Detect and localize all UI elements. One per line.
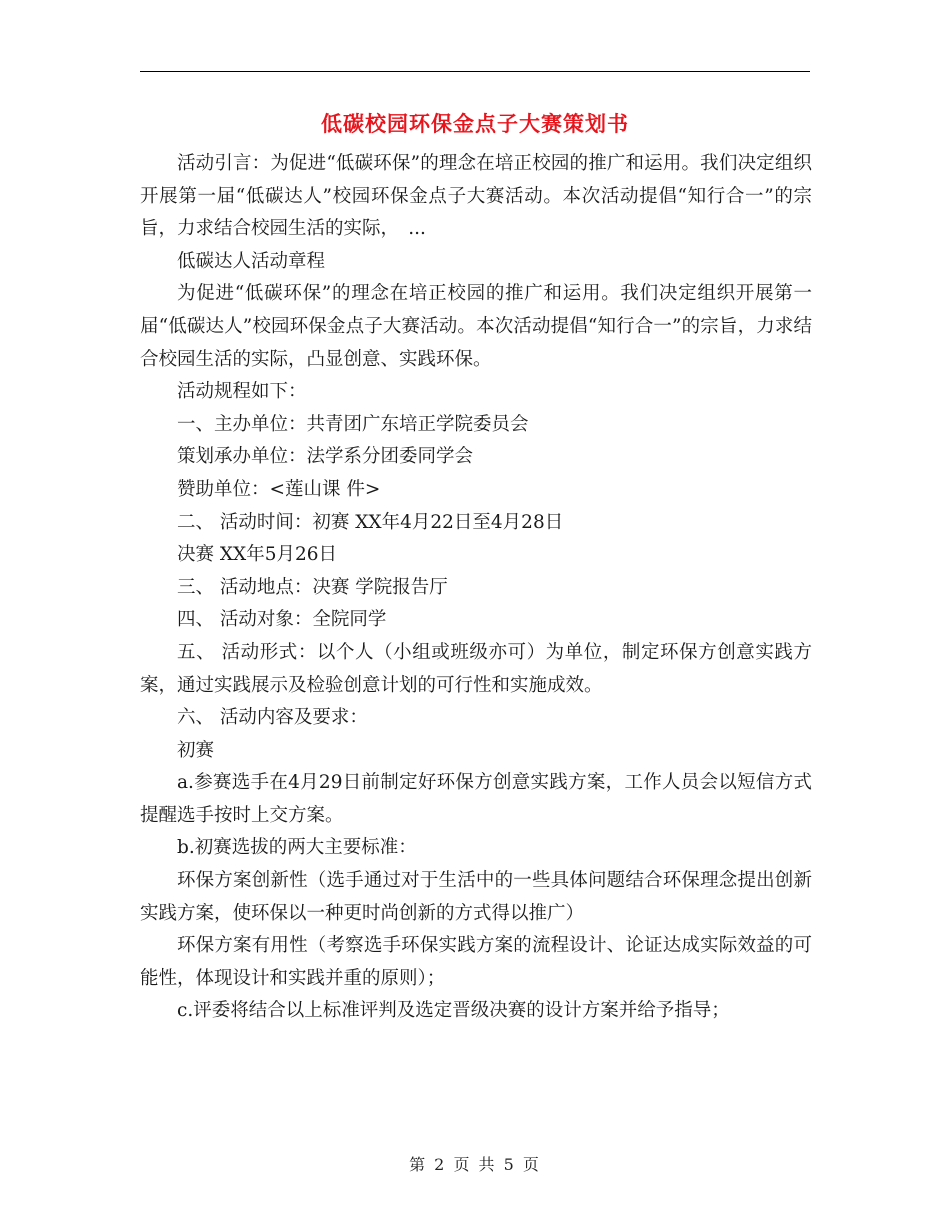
paragraph-intro: 活动引言：为促进“低碳环保”的理念在培正校园的推广和运用。我们决定组织开展第一届“低碳达人”校园环保金点子大赛活动。本次活动提倡“知行合一”的宗旨，力求结合校园生活的实际， ...	[140, 153, 812, 240]
paragraph-rules-heading: 活动规程如下：	[177, 381, 307, 403]
paragraph-item-a: a.参赛选手在4月29日前制定好环保方创意实践方案，工作人员会以短信方式提醒选手按时上交方案。	[140, 772, 812, 826]
paragraph-charter-heading: 低碳达人活动章程	[177, 250, 326, 272]
paragraph-final-date: 决赛 XX年5月26日	[177, 544, 338, 566]
paragraph-format: 五、 活动形式：以个人（小组或班级亦可）为单位，制定环保方创意实践方案，通过实践展示及检验创意计划的可行性和实施成效。	[140, 641, 812, 696]
paragraph-sponsor: 赞助单位：<莲山课 件>	[177, 478, 381, 500]
header-rule	[140, 71, 810, 72]
paragraph-criterion-usefulness: 环保方案有用性（考察选手环保实践方案的流程设计、论证达成实际效益的可能性，体现设计和实践并重的原则）；	[140, 935, 812, 989]
paragraph-item-c: c.评委将结合以上标准评判及选定晋级决赛的设计方案并给予指导；	[177, 1000, 730, 1022]
paragraph-content-heading: 六、 活动内容及要求：	[177, 707, 368, 729]
paragraph-item-b: b.初赛选拔的两大主要标准：	[177, 837, 417, 859]
paragraph-organizer: 一、主办单位：共青团广东培正学院委员会	[177, 413, 529, 435]
paragraph-criterion-innovation: 环保方案创新性（选手通过对于生活中的一些具体问题结合环保理念提出创新实践方案，使环保以一种更时尚创新的方式得以推广）	[140, 870, 812, 924]
paragraph-charter: 为促进“低碳环保”的理念在培正校园的推广和运用。我们决定组织开展第一届“低碳达人”校园环保金点子大赛活动。本次活动提倡“知行合一”的宗旨，力求结合校园生活的实际，凸显创意、实践环保。	[140, 283, 812, 370]
page-number-footer: 第 2 页 共 5 页	[409, 1155, 541, 1174]
paragraph-preliminary: 初赛	[177, 739, 215, 761]
paragraph-co-organizer: 策划承办单位：法学系分团委同学会	[177, 446, 474, 468]
document-title: 低碳校园环保金点子大赛策划书	[321, 111, 629, 136]
paragraph-venue: 三、 活动地点：决赛 学院报告厅	[177, 576, 448, 598]
document-body	[140, 148, 812, 1028]
paragraph-audience: 四、 活动对象：全院同学	[177, 609, 387, 631]
paragraph-time: 二、 活动时间：初赛 XX年4月22日至4月28日	[177, 511, 564, 533]
